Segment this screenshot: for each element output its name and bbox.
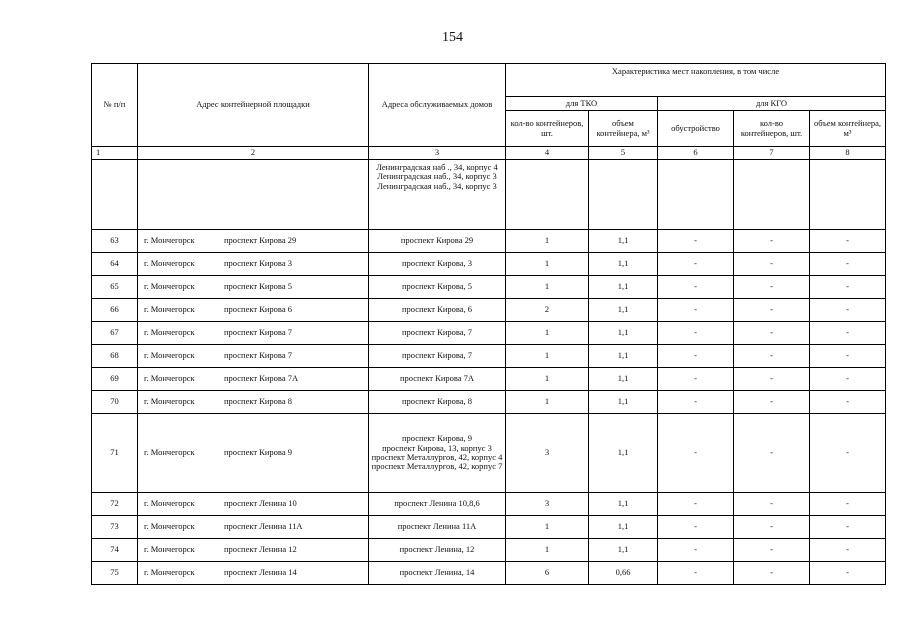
- tko-count: 1: [506, 322, 589, 345]
- site-city: г. Мончегорск: [144, 447, 195, 458]
- served-addresses: проспект Кирова, 7: [369, 345, 506, 368]
- table-row: [92, 230, 886, 253]
- tko-count: 1: [506, 539, 589, 562]
- site-street: проспект Ленина 12: [224, 544, 297, 555]
- site-city: г. Мончегорск: [144, 235, 195, 246]
- site-address: [138, 562, 369, 585]
- kgo-setup: -: [658, 493, 734, 516]
- row-number: 69: [92, 368, 138, 391]
- site-city: г. Мончегорск: [144, 396, 195, 407]
- site-street: проспект Кирова 7: [224, 350, 292, 361]
- row-number: 72: [92, 493, 138, 516]
- table-row: [92, 276, 886, 299]
- site-street: проспект Ленина 14: [224, 567, 297, 578]
- header-tko: для ТКО: [506, 97, 658, 111]
- tko-volume: 1,1: [589, 368, 658, 391]
- tko-volume: 1,1: [589, 276, 658, 299]
- site-address: [138, 299, 369, 322]
- site-address: [138, 322, 369, 345]
- table-row: [92, 345, 886, 368]
- tko-count: 1: [506, 230, 589, 253]
- kgo-setup: -: [658, 516, 734, 539]
- row-number: 65: [92, 276, 138, 299]
- site-street: проспект Кирова 9: [224, 447, 292, 458]
- served-addresses: проспект Ленина, 12: [369, 539, 506, 562]
- site-street: проспект Ленина 11А: [224, 521, 303, 532]
- row-number: 68: [92, 345, 138, 368]
- row-number: 63: [92, 230, 138, 253]
- table-row: [92, 539, 886, 562]
- column-number: 4: [506, 147, 589, 160]
- kgo-count: -: [734, 368, 810, 391]
- site-city: г. Мончегорск: [144, 258, 195, 269]
- tko-volume: 1,1: [589, 493, 658, 516]
- column-number: 5: [589, 147, 658, 160]
- kgo-setup: -: [658, 253, 734, 276]
- site-address: [138, 345, 369, 368]
- site-street: проспект Кирова 7: [224, 327, 292, 338]
- kgo-volume: -: [810, 493, 886, 516]
- kgo-volume: -: [810, 345, 886, 368]
- row-number: 70: [92, 391, 138, 414]
- kgo-volume: -: [810, 322, 886, 345]
- site-city: г. Мончегорск: [144, 544, 195, 555]
- site-address: [138, 391, 369, 414]
- kgo-count: -: [734, 253, 810, 276]
- row-number: 73: [92, 516, 138, 539]
- tko-count: 1: [506, 345, 589, 368]
- tko-volume: 1,1: [589, 253, 658, 276]
- header-kgo-setup: обустройство: [658, 111, 734, 147]
- column-number-row: [92, 147, 886, 160]
- site-street: проспект Кирова 6: [224, 304, 292, 315]
- tko-volume: 1,1: [589, 539, 658, 562]
- kgo-setup: -: [658, 368, 734, 391]
- tko-count: 1: [506, 516, 589, 539]
- kgo-count: -: [734, 493, 810, 516]
- kgo-setup: -: [658, 322, 734, 345]
- row-number: 71: [92, 414, 138, 493]
- kgo-volume: -: [810, 253, 886, 276]
- kgo-setup: -: [658, 391, 734, 414]
- site-address: [138, 253, 369, 276]
- site-street: проспект Ленина 10: [224, 498, 297, 509]
- table-row: [92, 391, 886, 414]
- tko-count: 1: [506, 253, 589, 276]
- header-tko-count: кол-во контейнеров, шт.: [506, 111, 589, 147]
- site-city: г. Мончегорск: [144, 521, 195, 532]
- site-city: г. Мончегорск: [144, 327, 195, 338]
- served-addresses: проспект Кирова, 6: [369, 299, 506, 322]
- site-address: [138, 276, 369, 299]
- column-number: 6: [658, 147, 734, 160]
- row-number: 66: [92, 299, 138, 322]
- kgo-setup: -: [658, 276, 734, 299]
- row-number: 64: [92, 253, 138, 276]
- continuation-row: [92, 160, 886, 230]
- served-addresses: проспект Кирова, 9 проспект Кирова, 13, корпус 3 проспект Металлургов, 42, корпус 4 проспект Металлургов, 42, корпус 7: [369, 414, 506, 493]
- tko-volume: 1,1: [589, 516, 658, 539]
- served-addresses: Ленинградская наб ., 34, корпус 4 Ленинградская наб., 34, корпус 3 Ленинградская наб., 34, корпус 3: [369, 160, 506, 230]
- kgo-count: -: [734, 230, 810, 253]
- row-number: 67: [92, 322, 138, 345]
- kgo-count: -: [734, 562, 810, 585]
- table-row: [92, 368, 886, 391]
- site-city: г. Мончегорск: [144, 350, 195, 361]
- site-city: г. Мончегорск: [144, 567, 195, 578]
- tko-count: 1: [506, 276, 589, 299]
- tko-volume: 1,1: [589, 391, 658, 414]
- site-city: г. Мончегорск: [144, 304, 195, 315]
- kgo-setup: -: [658, 299, 734, 322]
- site-street: проспект Кирова 29: [224, 235, 297, 246]
- kgo-count: -: [734, 414, 810, 493]
- site-address: [138, 414, 369, 493]
- site-street: проспект Кирова 5: [224, 281, 292, 292]
- tko-count: 1: [506, 391, 589, 414]
- served-addresses: проспект Кирова 29: [369, 230, 506, 253]
- column-number: 7: [734, 147, 810, 160]
- site-address: [138, 230, 369, 253]
- kgo-setup: -: [658, 562, 734, 585]
- table-row: [92, 253, 886, 276]
- header-kgo-volume: объем контейнера, м³: [810, 111, 886, 147]
- site-street: проспект Кирова 3: [224, 258, 292, 269]
- site-address: [138, 539, 369, 562]
- table-row: [92, 414, 886, 493]
- site-address: [138, 368, 369, 391]
- kgo-count: -: [734, 516, 810, 539]
- kgo-setup: -: [658, 345, 734, 368]
- tko-volume: 1,1: [589, 322, 658, 345]
- column-number: 2: [138, 147, 369, 160]
- table-row: [92, 299, 886, 322]
- kgo-count: -: [734, 299, 810, 322]
- kgo-volume: -: [810, 414, 886, 493]
- page-number: 154: [442, 30, 463, 45]
- kgo-volume: -: [810, 391, 886, 414]
- site-street: проспект Кирова 7А: [224, 373, 299, 384]
- tko-volume: 1,1: [589, 345, 658, 368]
- row-number: 74: [92, 539, 138, 562]
- kgo-volume: -: [810, 230, 886, 253]
- tko-count: 1: [506, 368, 589, 391]
- site-address: [138, 493, 369, 516]
- tko-volume: 1,1: [589, 299, 658, 322]
- kgo-count: -: [734, 391, 810, 414]
- kgo-count: -: [734, 322, 810, 345]
- served-addresses: проспект Кирова, 5: [369, 276, 506, 299]
- header-address: Адрес контейнерной площадки: [138, 64, 369, 147]
- served-addresses: проспект Кирова, 3: [369, 253, 506, 276]
- site-city: г. Мончегорск: [144, 281, 195, 292]
- header-kgo-count: кол-во контейнеров, шт.: [734, 111, 810, 147]
- served-addresses: проспект Кирова, 7: [369, 322, 506, 345]
- header-num: № п/п: [92, 64, 138, 147]
- column-number: 8: [810, 147, 886, 160]
- kgo-volume: -: [810, 368, 886, 391]
- served-addresses: проспект Ленина, 14: [369, 562, 506, 585]
- container-sites-table: [91, 63, 886, 585]
- served-addresses: проспект Кирова, 8: [369, 391, 506, 414]
- kgo-setup: -: [658, 230, 734, 253]
- tko-count: 3: [506, 493, 589, 516]
- kgo-volume: -: [810, 516, 886, 539]
- served-addresses: проспект Кирова 7А: [369, 368, 506, 391]
- header-kgo: для КГО: [658, 97, 886, 111]
- tko-count: 6: [506, 562, 589, 585]
- column-number: 1: [92, 147, 138, 160]
- table-row: [92, 322, 886, 345]
- tko-count: 2: [506, 299, 589, 322]
- row-number: 75: [92, 562, 138, 585]
- kgo-setup: -: [658, 539, 734, 562]
- tko-volume: 1,1: [589, 414, 658, 493]
- kgo-count: -: [734, 539, 810, 562]
- site-city: г. Мончегорск: [144, 373, 195, 384]
- tko-volume: 0,66: [589, 562, 658, 585]
- table-row: [92, 562, 886, 585]
- site-address: [138, 516, 369, 539]
- kgo-count: -: [734, 276, 810, 299]
- header-characteristics: Характеристика мест накопления, в том числе: [506, 64, 886, 97]
- kgo-count: -: [734, 345, 810, 368]
- kgo-setup: -: [658, 414, 734, 493]
- tko-volume: 1,1: [589, 230, 658, 253]
- site-city: г. Мончегорск: [144, 498, 195, 509]
- header-served: Адреса обслуживаемых домов: [369, 64, 506, 147]
- served-addresses: проспект Ленина 10,8,6: [369, 493, 506, 516]
- table-row: [92, 516, 886, 539]
- kgo-volume: -: [810, 299, 886, 322]
- header-tko-volume: объем контейнера, м³: [589, 111, 658, 147]
- column-number: 3: [369, 147, 506, 160]
- kgo-volume: -: [810, 562, 886, 585]
- table-row: [92, 493, 886, 516]
- tko-count: 3: [506, 414, 589, 493]
- served-addresses: проспект Ленина 11А: [369, 516, 506, 539]
- kgo-volume: -: [810, 539, 886, 562]
- site-street: проспект Кирова 8: [224, 396, 292, 407]
- kgo-volume: -: [810, 276, 886, 299]
